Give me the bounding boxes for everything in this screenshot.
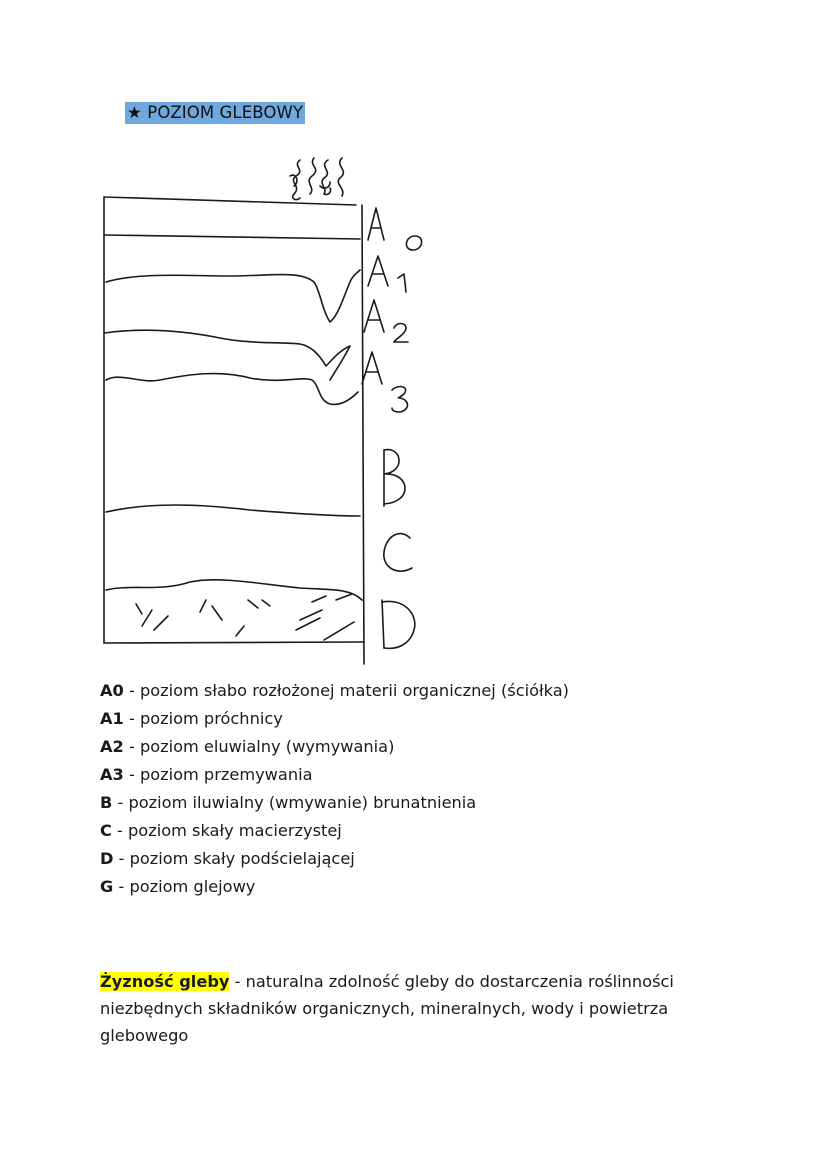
horizon-label-a3 [362,352,408,412]
horizon-boundaries [104,270,362,600]
horizon-label-a1 [368,256,406,292]
legend-text: - poziom przemywania [128,765,313,784]
legend-code: A2 [100,737,124,756]
legend-code: A1 [100,709,124,728]
definition-text: - naturalna zdolność gleby do dostarczenia roślinności niezbędnych składników organicznych, mineralnych, wody i powietrza glebowego [100,972,674,1046]
legend-code: C [100,821,112,840]
horizon-label-b [384,450,405,506]
legend-item [100,817,569,845]
definition-term: Żyzność gleby [100,972,230,992]
legend-text: - poziom próchnicy [128,709,283,728]
legend-text: - poziom skały macierzystej [117,821,342,840]
heading-text: POZIOM GLEBOWY [147,103,304,122]
horizon-legend [100,677,569,901]
legend-item [100,733,569,761]
legend-code: B [100,793,113,812]
legend-item [100,873,569,901]
legend-code: D [100,849,114,868]
legend-text: - poziom iluwialny (wmywanie) brunatnienia [117,793,477,812]
soil-profile-outline [104,197,364,664]
legend-item [100,845,569,873]
legend-text: - poziom skały podścielającej [118,849,355,868]
legend-text: - poziom słabo rozłożonej materii organicznej (ściółka) [128,681,569,700]
horizon-label-a2 [364,300,408,342]
rock-fragments [136,594,354,640]
legend-code: G [100,877,114,896]
legend-text: - poziom eluwialny (wymywania) [128,737,395,756]
horizon-label-a0 [368,208,422,250]
legend-code: A3 [100,765,124,784]
legend-text: - poziom glejowy [118,877,256,896]
legend-item [100,789,569,817]
horizon-label-c [384,534,412,572]
legend-code: A0 [100,681,124,700]
legend-item [100,705,569,733]
legend-item [100,761,569,789]
fertility-definition [100,968,740,1049]
horizon-label-d [382,600,415,648]
star-icon: ★ [127,103,142,122]
grass-icon [290,158,343,200]
legend-item [100,677,569,705]
